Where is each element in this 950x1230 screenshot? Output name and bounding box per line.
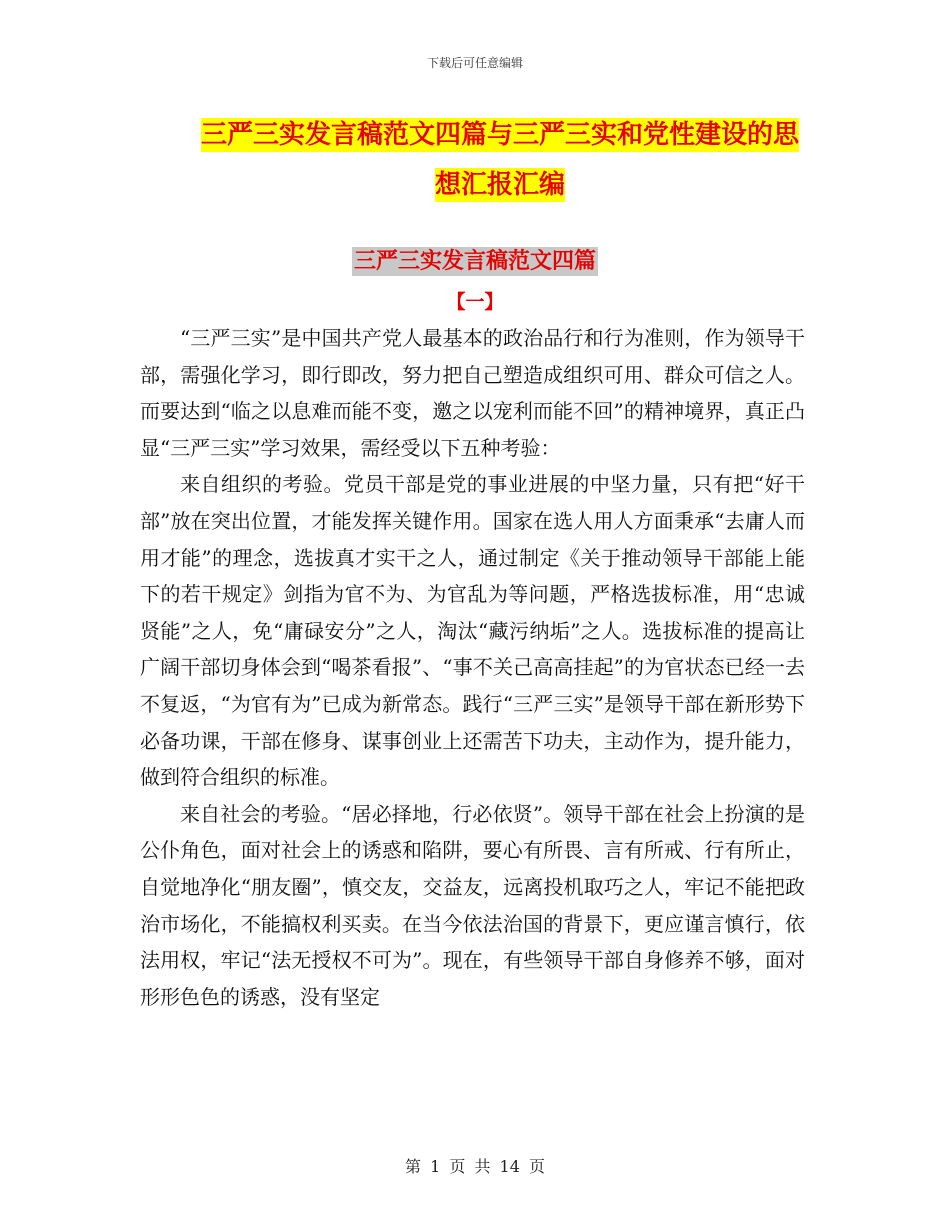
document-title xyxy=(190,110,810,210)
section-title-text: 三严三实发言稿范文四篇 xyxy=(353,249,596,274)
title-line-1: 三严三实发言稿范文四篇与三严三实和党性建设的思 xyxy=(200,120,799,150)
body-text xyxy=(140,320,805,1015)
paragraph: 来自社会的考验。“居必择地，行必依贤”。领导干部在社会上扮演的是公仆角色，面对社会上的诱惑和陷阱，要心有所畏、言有所戒、行有所止，自觉地净化“朋友圈”，慎交友，交益友，远离投机取巧之人，牢记不能把政治市场化，不能搞权利买卖。在当今依法治国的背景下，更应谨言慎行，依法用权，牢记“法无授权不可为”。现在，有些领导干部自身修养不够，面对形形色色的诱惑，没有坚定 xyxy=(140,801,805,1009)
header-note: 下载后可任意编辑 xyxy=(426,56,523,70)
paragraph: “三严三实”是中国共产党人最基本的政治品行和行为准则，作为领导干部，需强化学习，即行即改，努力把自己塑造成组织可用、群众可信之人。而要达到“临之以息难而能不变，邀之以宠利而能不回”的精神境界，真正凸显“三严三实”学习效果，需经受以下五种考验： xyxy=(140,326,805,460)
page-footer: 第 1 页 共 14 页 xyxy=(405,1157,545,1176)
section-title xyxy=(0,244,950,275)
title-line-2: 想汇报汇编 xyxy=(434,170,565,200)
paragraph: 来自组织的考验。党员干部是党的事业进展的中坚力量，只有把“好干部”放在突出位置，才能发挥关键作用。国家在选人用人方面秉承“去庸人而用才能”的理念，选拔真才实干之人，通过制定《关于推动领导干部能上能下的若干规定》剑指为官不为、为官乱为等问题，严格选拔标准，用“忠诚贤能”之人，免“庸碌安分”之人，淘汰“藏污纳垢”之人。选拔标准的提高让广阔干部切身体会到“喝茶看报”、“事不关己高高挂起”的为官状态已经一去不复返，“为官有为”已成为新常态。践行“三严三实”是领导干部在新形势下必备功课，干部在修身、谋事创业上还需苦下功夫，主动作为，提升能力，做到符合组织的标准。 xyxy=(140,472,805,790)
part-label: 【一】 xyxy=(446,291,504,313)
